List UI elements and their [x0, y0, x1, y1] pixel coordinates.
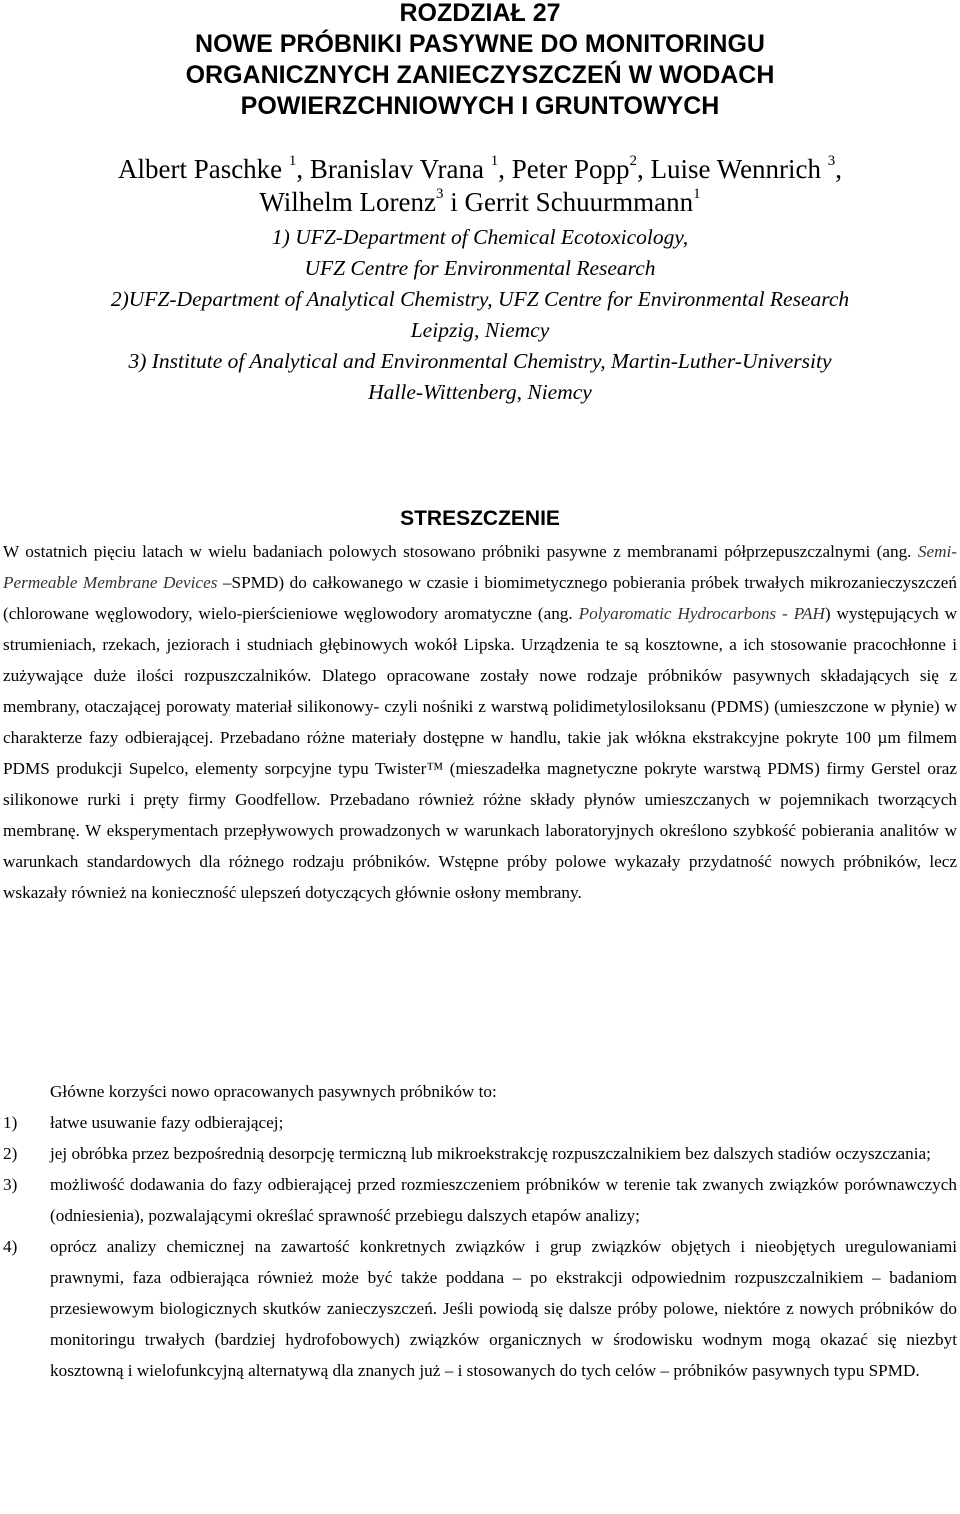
list-number: 4) — [3, 1237, 18, 1256]
list-item — [3, 1231, 957, 1386]
title-line-1: NOWE PRÓBNIKI PASYWNE DO MONITORINGU — [195, 30, 765, 58]
affiliation-line: 1) UFZ-Department of Chemical Ecotoxicology, — [271, 225, 689, 249]
list-item — [3, 1138, 957, 1169]
author-name: i Gerrit Schuurmmann — [443, 187, 694, 217]
title-line-2: ORGANICZNYCH ZANIECZYSZCZEŃ W WODACH — [185, 61, 775, 89]
abstract-paragraph — [3, 536, 957, 908]
author-separator: , — [835, 154, 843, 184]
author-affil-mark: 1 — [490, 153, 499, 169]
list-number: 1) — [3, 1113, 18, 1132]
authors-line-2 — [0, 186, 960, 219]
list-text: oprócz analizy chemicznej na zawartość konkretnych związków i grup związków objętych i nieobjętych uregulowaniami prawnymi, faza odbierająca również może być także poddana – po ekstrakcji odpowiednim rozpuszczalnikiem – badaniom przesiewowym biologicznych skutków zanieczyszczeń. Jeśli powiodą się dalsze próby polowe, niektóre z nowych próbników do monitoringu trwałych (bardziej hydrofobowych) związków organicznych w środowisku wodnym mogą okazać się niezbyt kosztowną i wielofunkcyjną alternatywą dla znanych już – i stosowanych do tych celów – próbników pasywnych typu SPMD. — [50, 1237, 957, 1380]
affiliation-line: 3) Institute of Analytical and Environmental Chemistry, Martin-Luther-University — [128, 349, 832, 373]
affiliation-line: Leipzig, Niemcy — [410, 318, 550, 342]
author-affil-mark: 2 — [629, 153, 637, 169]
list-item — [3, 1169, 957, 1231]
abstract-term: Polyaromatic Hydrocarbons - PAH — [578, 604, 825, 623]
authors-line-1 — [0, 153, 960, 186]
title-line-3: POWIERZCHNIOWYCH I GRUNTOWYCH — [240, 92, 720, 120]
abstract-text: –SPMD) do całkowanego w czasie i biomimetycznego pobierania próbek trwałych mikrozanieczyszczeń (chlorowane węglowodory, wielo-pierścieniowe węglowodory aromatyczne (ang. — [3, 573, 957, 623]
author-name: , Branislav Vrana — [296, 154, 491, 184]
abstract-term: Semi-Permeable Membrane Devices — [3, 542, 957, 592]
benefits-list — [3, 1107, 957, 1386]
author-affil-mark: 1 — [288, 153, 297, 169]
affiliation-line: Halle-Wittenberg, Niemcy — [368, 380, 592, 404]
abstract-heading: STRESZCZENIE — [400, 507, 560, 530]
list-text: możliwość dodawania do fazy odbierającej przed rozmieszczeniem próbników w terenie tak zwanych związków porównawczych (odniesienia), pozwalającymi określać sprawność przebiegu dalszych etapów analizy; — [50, 1175, 957, 1225]
affiliation-line: UFZ Centre for Environmental Research — [304, 256, 656, 280]
author-affil-mark: 3 — [435, 186, 444, 202]
author-name: , Peter Popp — [498, 154, 630, 184]
chapter-number: ROZDZIAŁ 27 — [399, 0, 561, 27]
abstract-text: ) występujących w strumieniach, rzekach, jeziorach i studniach głębinowych wokół Lipska. Urządzenia te są kosztowne, a ich stosowanie pracochłonne i zużywające duże ilości rozpuszczalników. Dlatego opracowane zostały nowe rodzaje próbników pasywnych składających się z membrany, otaczającej porowaty materiał silikonowy- czyli nośniki z warstwą polidimetylosiloksanu (PDMS) (umieszczone w płynie) w charakterze fazy odbierającej. Przebadano różne materiały dostępne w handlu, takie jak włókna ekstrakcyjne pokryte 100 µm filmem PDMS produkcji Supelco, elementy sorpcyjne typu Twister™ (mieszadełka magnetyczne pokryte warstwą PDMS) firmy Gerstel oraz silikonowe rurki i pręty firmy Goodfellow. Przebadano również różne składy płynów umieszczanych w pojemnikach tworzących membranę. W eksperymentach przepływowych prowadzonych w warunkach laboratoryjnych określono szybkość pobierania analitów w warunkach standardowych dla różnego rodzaju próbników. Wstępne próby polowe wykazały przydatność nowych próbników, lecz wskazały również na konieczność ulepszeń dotyczących głównie osłony membrany. — [3, 604, 958, 902]
list-text: jej obróbka przez bezpośrednią desorpcję termiczną lub mikroekstrakcję rozpuszczalnikiem bez dalszych stadiów oczyszczania; — [50, 1144, 931, 1163]
affiliation-line: 2)UFZ-Department of Analytical Chemistry, UFZ Centre for Environmental Research — [110, 287, 850, 311]
author-name: , Luise Wennrich — [637, 154, 828, 184]
author-name: Wilhelm Lorenz — [259, 187, 436, 217]
benefits-intro: Główne korzyści nowo opracowanych pasywnych próbników to: — [50, 1082, 497, 1101]
abstract-text: W ostatnich pięciu latach w wielu badaniach polowych stosowano próbniki pasywne z membranami półprzepuszczalnymi (ang. — [3, 542, 918, 561]
author-name: Albert Paschke — [117, 154, 289, 184]
list-number: 3) — [3, 1175, 18, 1194]
author-affil-mark: 1 — [693, 186, 701, 202]
author-affil-mark: 3 — [827, 153, 836, 169]
list-item — [3, 1107, 957, 1138]
list-text: łatwe usuwanie fazy odbierającej; — [50, 1113, 284, 1132]
list-number: 2) — [3, 1144, 18, 1163]
